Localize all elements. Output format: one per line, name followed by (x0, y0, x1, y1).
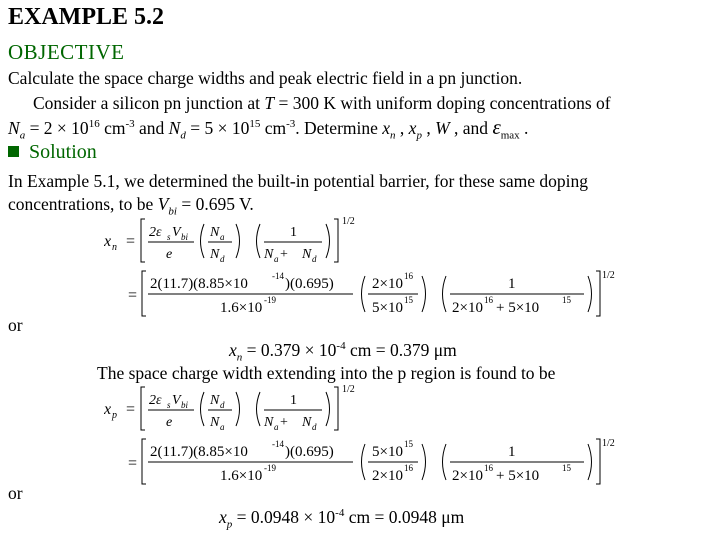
svg-text:s: s (167, 232, 171, 242)
svg-text:2(11.7)(8.85×10: 2(11.7)(8.85×10 (150, 276, 248, 292)
svg-text:a: a (274, 422, 279, 432)
svg-text:x: x (104, 401, 112, 418)
svg-text:15: 15 (562, 463, 571, 473)
svg-text:N: N (210, 393, 220, 408)
svg-text:+ 5×10: + 5×10 (496, 300, 540, 316)
or-label-2: or (8, 483, 23, 503)
svg-text:1/2: 1/2 (342, 384, 355, 395)
svg-text:1.6×10: 1.6×10 (220, 468, 263, 484)
svg-text:N: N (210, 225, 220, 240)
svg-text:)(0.695): )(0.695) (285, 276, 334, 292)
svg-text:5×10: 5×10 (372, 300, 403, 316)
svg-text:-19: -19 (264, 295, 276, 305)
formula-xn-numeric (128, 266, 618, 323)
svg-text:2×10: 2×10 (452, 468, 483, 484)
solution-line-1: In Example 5.1, we determined the built-in potential barrier, for these same doping (8, 171, 589, 191)
svg-text:V: V (172, 225, 181, 240)
svg-text:a: a (220, 422, 225, 432)
svg-text:bi: bi (181, 400, 189, 410)
svg-text:1.6×10: 1.6×10 (220, 300, 263, 316)
svg-text:e: e (166, 415, 173, 430)
solution-heading: Solution (8, 141, 97, 164)
xp-result: $x_p = 0.0948 \times 10^{-4}$ cm = 0.0948 μm (219, 507, 465, 531)
svg-text:=: = (126, 401, 136, 418)
svg-text:1: 1 (290, 393, 297, 408)
svg-text:=: = (128, 455, 138, 472)
svg-text:15: 15 (562, 295, 571, 305)
svg-text:2(11.7)(8.85×10: 2(11.7)(8.85×10 (150, 444, 248, 460)
svg-text:V: V (172, 393, 181, 408)
svg-text:+: + (280, 415, 288, 430)
svg-text:1/2: 1/2 (342, 216, 355, 227)
svg-text:p: p (112, 410, 117, 421)
svg-text:1: 1 (508, 276, 516, 292)
p-region-text: The space charge width extending into the p region is found to be (97, 363, 556, 383)
svg-text:d: d (312, 422, 317, 432)
svg-text:n: n (112, 242, 117, 253)
formula-xn-symbolic (104, 214, 374, 271)
solution-line-2: concentrations, to be $V_{bi} = 0.695$ V. (8, 194, 254, 218)
svg-text:5×10: 5×10 (372, 444, 403, 460)
svg-text:1: 1 (508, 444, 516, 460)
square-bullet-icon (8, 146, 19, 157)
svg-text:s: s (167, 400, 171, 410)
svg-text:15: 15 (404, 295, 413, 305)
svg-text:N: N (302, 415, 312, 430)
example-title: EXAMPLE 5.2 (8, 4, 164, 30)
svg-text:d: d (312, 254, 317, 264)
svg-text:=: = (126, 233, 136, 250)
svg-text:e: e (166, 247, 173, 262)
svg-text:N: N (210, 415, 220, 430)
svg-text:-14: -14 (272, 271, 284, 281)
svg-text:2×10: 2×10 (372, 468, 403, 484)
svg-text:bi: bi (181, 232, 189, 242)
svg-text:16: 16 (484, 463, 493, 473)
formula-xp-symbolic (104, 382, 374, 439)
svg-text:2×10: 2×10 (372, 276, 403, 292)
svg-text:d: d (220, 400, 225, 410)
svg-text:a: a (274, 254, 279, 264)
svg-text:16: 16 (484, 295, 493, 305)
svg-text:16: 16 (404, 463, 413, 473)
svg-text:15: 15 (404, 439, 413, 449)
formula-xp-numeric (128, 434, 618, 491)
svg-text:)(0.695): )(0.695) (285, 444, 334, 460)
svg-text:16: 16 (404, 271, 413, 281)
svg-text:N: N (210, 247, 220, 262)
svg-text:x: x (104, 233, 112, 250)
xn-result: $x_n = 0.379 \times 10^{-4}$ cm = 0.379 μm (229, 340, 457, 364)
svg-text:a: a (220, 232, 225, 242)
problem-line-2: $N_a = 2 \times 10^{16}$ $cm^{-3}$ and $N_d = 5 \times 10^{15}$ $cm^{-3}$. Determine $x_n$ , $x_p$ , W , and $\varepsilon_{max}$ . (8, 115, 529, 142)
objective-heading: OBJECTIVE (8, 40, 125, 64)
svg-text:+: + (280, 247, 288, 262)
svg-text:=: = (128, 287, 138, 304)
svg-text:N: N (302, 247, 312, 262)
svg-text:N: N (264, 247, 274, 262)
svg-text:2ε: 2ε (149, 393, 162, 408)
svg-text:1/2: 1/2 (602, 270, 615, 281)
svg-text:1/2: 1/2 (602, 438, 615, 449)
svg-text:+ 5×10: + 5×10 (496, 468, 540, 484)
svg-text:-19: -19 (264, 463, 276, 473)
svg-text:N: N (264, 415, 274, 430)
svg-text:1: 1 (290, 225, 297, 240)
svg-text:2ε: 2ε (149, 225, 162, 240)
svg-text:2×10: 2×10 (452, 300, 483, 316)
or-label-1: or (8, 315, 23, 335)
objective-text: Calculate the space charge widths and peak electric field in a pn junction. (8, 68, 523, 88)
svg-text:-14: -14 (272, 439, 284, 449)
problem-line-1: Consider a silicon pn junction at T = 300 K with uniform doping concentrations of (33, 93, 611, 113)
svg-text:d: d (220, 254, 225, 264)
